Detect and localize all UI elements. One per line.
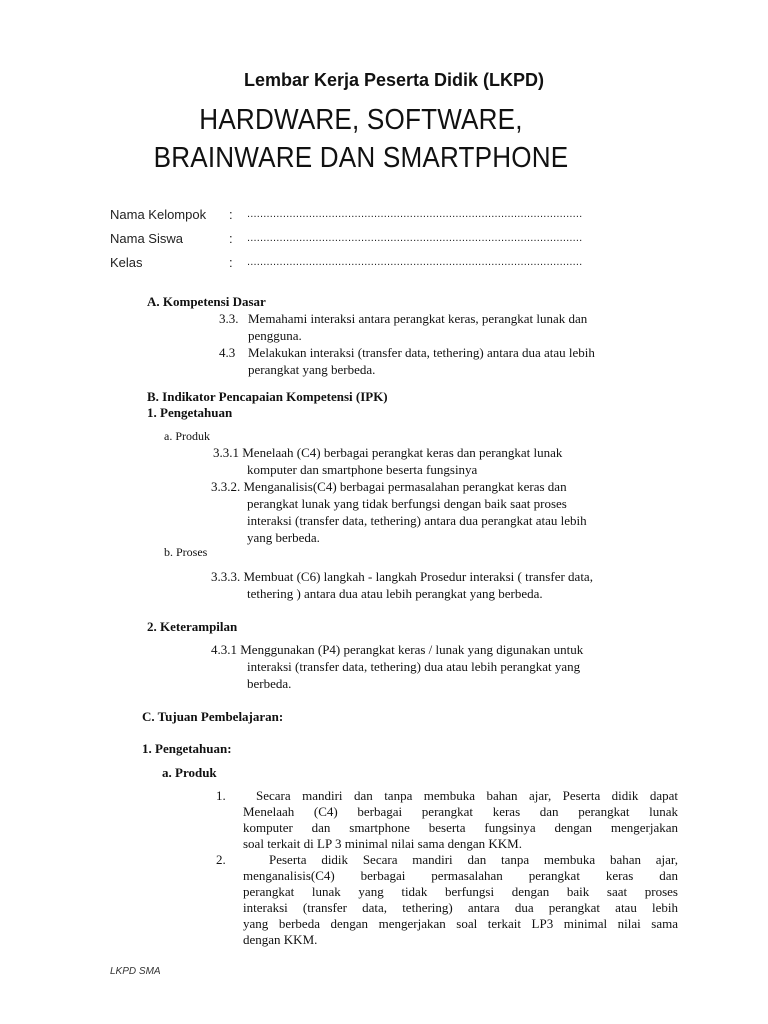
field-colon: : — [229, 207, 233, 222]
list-label: a. Produk — [162, 765, 217, 780]
goal-number: 1. — [216, 788, 226, 803]
indicator-text: interaksi (transfer data, tethering) antara dua perangkat atau lebih — [247, 513, 587, 528]
field-colon: : — [229, 255, 233, 270]
kd-number: 3.3. — [219, 311, 239, 326]
subsection-heading: 2. Keterampilan — [147, 619, 238, 634]
document-subtitle: Lembar Kerja Peserta Didik (LKPD) — [243, 70, 545, 90]
field-label-nama-kelompok: Nama Kelompok — [110, 207, 207, 222]
document-title-line2: BRAINWARE DAN SMARTPHONE — [153, 142, 569, 174]
field-label-nama-siswa: Nama Siswa — [110, 231, 183, 246]
goal-text: dengan KKM. — [243, 932, 318, 947]
indicator-text: 3.3.3. Membuat (C6) langkah - langkah Prosedur interaksi ( transfer data, — [211, 569, 593, 584]
indicator-text: tethering ) antara dua atau lebih perangkat yang berbeda. — [247, 586, 543, 601]
field-input-nama-siswa[interactable]: ....................................................................................................... — [247, 232, 583, 244]
kd-text: perangkat yang berbeda. — [248, 362, 376, 377]
section-a-heading: A. Kompetensi Dasar — [147, 294, 266, 309]
goal-number: 2. — [216, 852, 226, 867]
goal-text: komputer dan smartphone beserta fungsinya dengan mengerjakan — [243, 820, 678, 835]
goal-text: perangkat lunak yang tidak berfungsi dengan baik saat proses — [243, 884, 678, 899]
kd-number: 4.3 — [219, 345, 236, 360]
field-colon: : — [229, 231, 233, 246]
goal-text: Peserta didik Secara mandiri dan tanpa membuka bahan ajar, — [269, 852, 678, 867]
page-footer: LKPD SMA — [110, 966, 161, 977]
goal-text: Menelaah (C4) berbagai perangkat keras dan perangkat lunak — [243, 804, 678, 819]
section-c-heading: C. Tujuan Pembelajaran: — [142, 709, 284, 724]
subsection-heading: 1. Pengetahuan: — [142, 741, 232, 756]
kd-text: pengguna. — [248, 328, 302, 343]
indicator-text: 4.3.1 Menggunakan (P4) perangkat keras / lunak yang digunakan untuk — [211, 642, 584, 657]
kd-text: Melakukan interaksi (transfer data, tethering) antara dua atau lebih — [248, 345, 595, 360]
goal-text: Secara mandiri dan tanpa membuka bahan ajar, Peserta didik dapat — [256, 788, 678, 803]
document-title-line1: HARDWARE, SOFTWARE, — [199, 104, 523, 136]
indicator-text: yang berbeda. — [247, 530, 320, 545]
goal-text: menganalisis(C4) berbagai permasalahan perangkat keras dan — [243, 868, 678, 883]
indicator-text: 3.3.1 Menelaah (C4) berbagai perangkat keras dan perangkat lunak — [213, 445, 563, 460]
subsection-heading: 1. Pengetahuan — [147, 405, 233, 420]
kd-text: Memahami interaksi antara perangkat keras, perangkat lunak dan — [248, 311, 588, 326]
section-b-heading: B. Indikator Pencapaian Kompetensi (IPK) — [147, 389, 388, 404]
indicator-text: berbeda. — [247, 676, 292, 691]
field-input-kelas[interactable]: ....................................................................................................... — [247, 256, 583, 268]
indicator-text: 3.3.2. Menganalisis(C4) berbagai permasalahan perangkat keras dan — [211, 479, 567, 494]
goal-text: yang berbeda dengan mengerjakan soal terkait LP3 minimal nilai sama — [243, 916, 678, 931]
goal-text: soal terkait di LP 3 minimal nilai sama dengan KKM. — [243, 836, 522, 851]
field-input-nama-kelompok[interactable]: ....................................................................................................... — [247, 208, 583, 220]
indicator-text: komputer dan smartphone beserta fungsinya — [247, 462, 478, 477]
goal-text: interaksi (transfer data, tethering) antara dua perangkat atau lebih — [243, 900, 678, 915]
indicator-text: interaksi (transfer data, tethering) dua atau lebih perangkat yang — [247, 659, 581, 674]
field-label-kelas: Kelas — [110, 255, 143, 270]
list-label: a. Produk — [164, 429, 210, 443]
list-label: b. Proses — [164, 545, 208, 559]
indicator-text: perangkat lunak yang tidak berfungsi dengan baik saat proses — [247, 496, 567, 511]
